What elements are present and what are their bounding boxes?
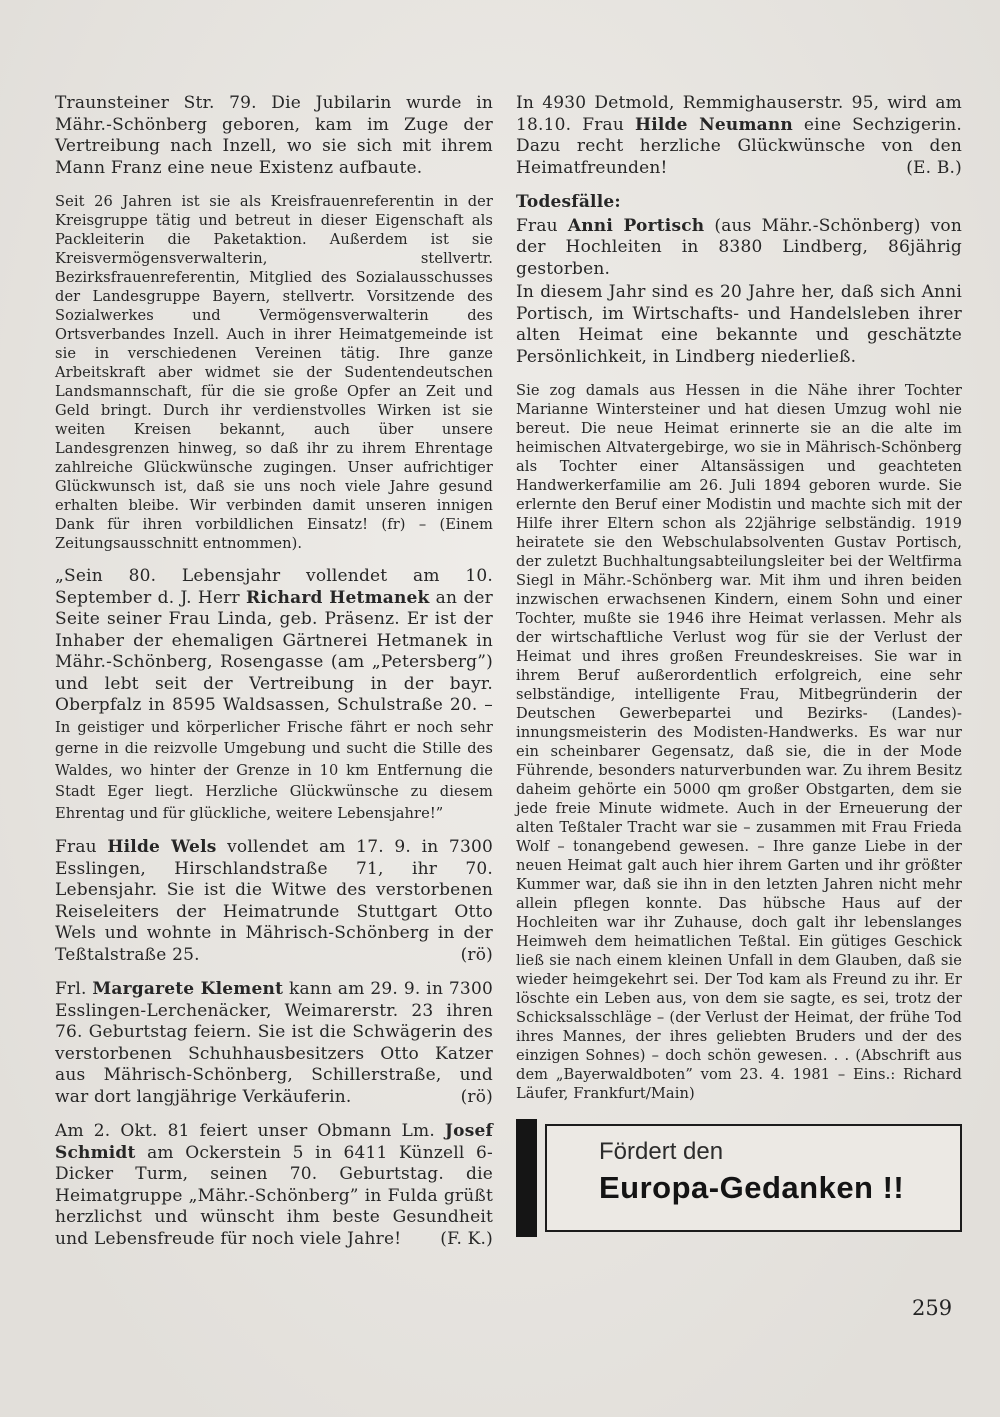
person-name: Hilde Wels	[107, 837, 217, 857]
text-segment: Sie zog damals aus Hessen in die Nähe ihrer Tochter Marianne Wintersteiner und hat diesen Umzug wohl nie bereut. Die neue Heimat erinnerte sie an die alte im heimischen Altvatergebirge, wo sie in Mährisch-Schönberg als Tochter einer Altansässigen und geachteten Handwerkerfamilie am 26. Juli 1894 geboren wurde. Sie erlernte den Beruf einer Modistin und machte sich mit der Hilfe ihrer Eltern schon als 22jährige selbständig. 1919 heiratete sie den Webschulabsolventen Gustav Portisch, der zuletzt Buchhaltungsabteilungsleiter bei der Weltfirma Siegl in Mähr.-Schönberg war. Mit ihm und ihren beiden inzwischen erwachsenen Kindern, einem Sohn und einer Tochter, mußte sie 1946 ihre Heimat verlassen. Mehr als der wirtschaftliche Verlust wog für sie der Verlust der Heimat und ihres großen Freundeskreises. Sie war in ihrem Beruf außerordentlich erfolgreich, eine sehr selbständige, intelligente Frau, Mitbegründerin der Deutschen Gewerbepartei und Bezirks- (Landes)-innungsmeisterin des Modisten-Handwerks. Es war nur ein scheinbarer Gegensatz, daß sie, die in der Mode Führende, besonders naturverbunden war. Zu ihrem Besitz daheim gehörte ein 5000 qm großer Obstgarten, dem sie jede freie Minute widmete. Auch in der Erneuerung der alten Teßtaler Tracht war sie – zusammen mit Frau Frieda Wolf – tonangebend gewesen. – Ihre ganze Liebe in der neuen Heimat galt auch hier ihrem Garten und ihr größter Kummer war, daß sie ihn in den letzten Jahren nicht mehr allein pflegen konnte. Das hübsche Haus auf der Hochleiten war ihr Zuhause, doch galt ihr lebenslanges Heimweh dem heimatlichen Teßtal. Ein gütiges Geschick ließ sie nach einem kleinen Unfall in dem Glauben, daß sie wieder heimgekehrt sei. Der Tod kam als Freund zu ihr. Er löschte ein Leben aus, von dem sie sagte, es sei, trotz der Schicksalsschläge – (der Verlust der Heimat, der frühe Tod ihres Mannes, der ihres geliebten Bruders und der des einzigen Sohnes) – doch schön gewesen. . . (Abschrift aus dem „Bayerwaldboten” vom 23. 4. 1981 – Eins.: Richard Läufer, Frankfurt/Main)	[516, 382, 962, 1102]
person-name: Anni Portisch	[567, 215, 705, 236]
text-segment: Frau	[516, 215, 568, 236]
text-segment: (aus Mähr.-Schönberg) von der Hochleiten in 8380 Lindberg, 86jährig gestorben.	[516, 215, 962, 279]
article-paragraph	[516, 381, 962, 1103]
text-segment: Frau	[55, 837, 108, 857]
article-paragraph	[55, 1121, 493, 1250]
author-initials: (F. K.)	[440, 1228, 493, 1249]
promo-box	[516, 1119, 962, 1237]
article-paragraph	[55, 837, 493, 966]
text-segment: Seit 26 Jahren ist sie als Kreisfrauenreferentin in der Kreisgruppe tätig und betreut in dieser Eigenschaft als Packleiterin die Paketaktion. Außerdem ist sie Kreisvermögensverwalterin, stellvertr. Bezirksfrauenreferentin, Mitglied des Sozialausschusses der Landesgruppe Bayern, stellvertr. Vorsitzende des Sozialwerkes und Vermögensverwalterin des Ortsverbandes Inzell. Auch in ihrer Heimatgemeinde ist sie in verschiedenen Vereinen tätig. Ihre ganze Arbeitskraft aber widmet sie der Sudentendeutschen Landsmannschaft, für die sie große Opfer an Zeit und Geld bringt. Durch ihr verdienstvolles Wirken ist sie weiten Kreisen bekannt, auch über unsere Landesgrenzen hinweg, so daß ihr zu ihrem Ehrentage zahlreiche Glückwünsche zugingen. Unser aufrichtiger Glückwunsch ist, daß sie uns noch viele Jahre gesund erhalten bleibe. Wir verbinden damit unseren innigen Dank für ihren vorbildlichen Einsatz! (fr) – (Einem Zeitungsausschnitt entnommen).	[55, 193, 493, 552]
author-initials: (rö)	[460, 944, 493, 965]
author-initials: (rö)	[460, 1086, 493, 1107]
person-name: Richard Hetmanek	[246, 587, 430, 608]
article-paragraph	[55, 979, 493, 1108]
author-initials: (E. B.)	[906, 157, 962, 178]
page-number: 259	[912, 1296, 953, 1320]
article-paragraph	[516, 282, 962, 368]
text-segment: In 4930 Detmold, Remmighauserstr. 95, wird am 18.10. Frau	[516, 93, 962, 135]
text-segment: kann am 29. 9. in 7300 Esslingen-Lerchenäcker, Weimarerstr. 23 ihren 76. Geburtstag feiern. Sie ist die Schwägerin des verstorbenen Schuhhausbesitzers Otto Katzer aus Mährisch-Schönberg, Schillerstraße, und war dort langjährige Verkäuferin.	[55, 979, 493, 1107]
left-text-column	[55, 93, 493, 1263]
article-paragraph	[55, 566, 493, 824]
promo-text-line1: Fördert den	[599, 1138, 724, 1165]
text-segment: In diesem Jahr sind es 20 Jahre her, daß sich Anni Portisch, im Wirtschafts- und Handelsleben ihrer alten Heimat eine bekannte und geschätzte Persönlichkeit, in Lindberg niederließ.	[516, 282, 962, 367]
right-text-column	[516, 93, 962, 1237]
article-paragraph	[55, 93, 493, 179]
section-heading	[516, 192, 962, 214]
text-segment: „Sein 80. Lebensjahr vollendet am 10. September d. J. Herr	[55, 566, 493, 608]
text-segment: Am 2. Okt. 81 feiert unser Obmann Lm.	[55, 1121, 445, 1141]
text-segment: Traunsteiner Str. 79. Die Jubilarin wurde in Mähr.-Schönberg geboren, kam im Zuge der Vertreibung nach Inzell, wo sie sich mit ihrem Mann Franz eine neue Existenz aufbaute.	[55, 93, 493, 178]
text-segment: Frl.	[55, 979, 93, 999]
promo-frame	[545, 1124, 962, 1232]
person-name: Josef Schmidt	[55, 1121, 493, 1163]
text-segment: vollendet am 17. 9. in 7300 Esslingen, Hirschlandstraße 71, ihr 70. Lebensjahr. Sie ist die Witwe des verstorbenen Reiseleiters der Heimatrunde Stuttgart Otto Wels und wohnte in Mährisch-Schönberg in der Teßtalstraße 25.	[55, 837, 493, 965]
text-segment: eine Sechzigerin. Dazu recht herzliche Glückwünsche von den Heimatfreunden!	[516, 114, 962, 178]
person-name: Hilde Neumann	[634, 114, 793, 135]
text-segment: am Ockerstein 5 in 6411 Künzell 6-Dicker Turm, seinen 70. Geburtstag. die Heimatgruppe „Mähr.-Schönberg” in Fulda grüßt herzlichst und wünscht ihm beste Gesundheit und Lebensfreude für noch viele Jahre!	[55, 1142, 493, 1249]
article-paragraph	[516, 216, 962, 281]
person-name: Margarete Klement	[92, 979, 284, 999]
promo-text-line2: Europa-Gedanken !!	[599, 1170, 905, 1205]
promo-left-black-bar	[516, 1119, 537, 1237]
text-segment: In geistiger und körperlicher Frische fährt er noch sehr gerne in die reizvolle Umgebung und sucht die Stille des Waldes, wo hinter der Grenze in 10 km Entfernung die Stadt Eger liegt. Herzliche Glückwünsche zu diesem Ehrentag und für glückliche, weitere Lebensjahre!”	[55, 718, 493, 822]
article-paragraph	[516, 93, 962, 179]
article-paragraph	[55, 192, 493, 553]
text-segment: Todesfälle:	[516, 192, 621, 212]
text-segment: an der Seite seiner Frau Linda, geb. Präsenz. Er ist der Inhaber der ehemaligen Gärtnerei Hetmanek in Mähr.-Schönberg, Rosengasse (am „Petersberg”) und lebt seit der Vertreibung in der bayr. Oberpfalz in 8595 Waldsassen, Schulstraße 20. –	[55, 587, 493, 715]
